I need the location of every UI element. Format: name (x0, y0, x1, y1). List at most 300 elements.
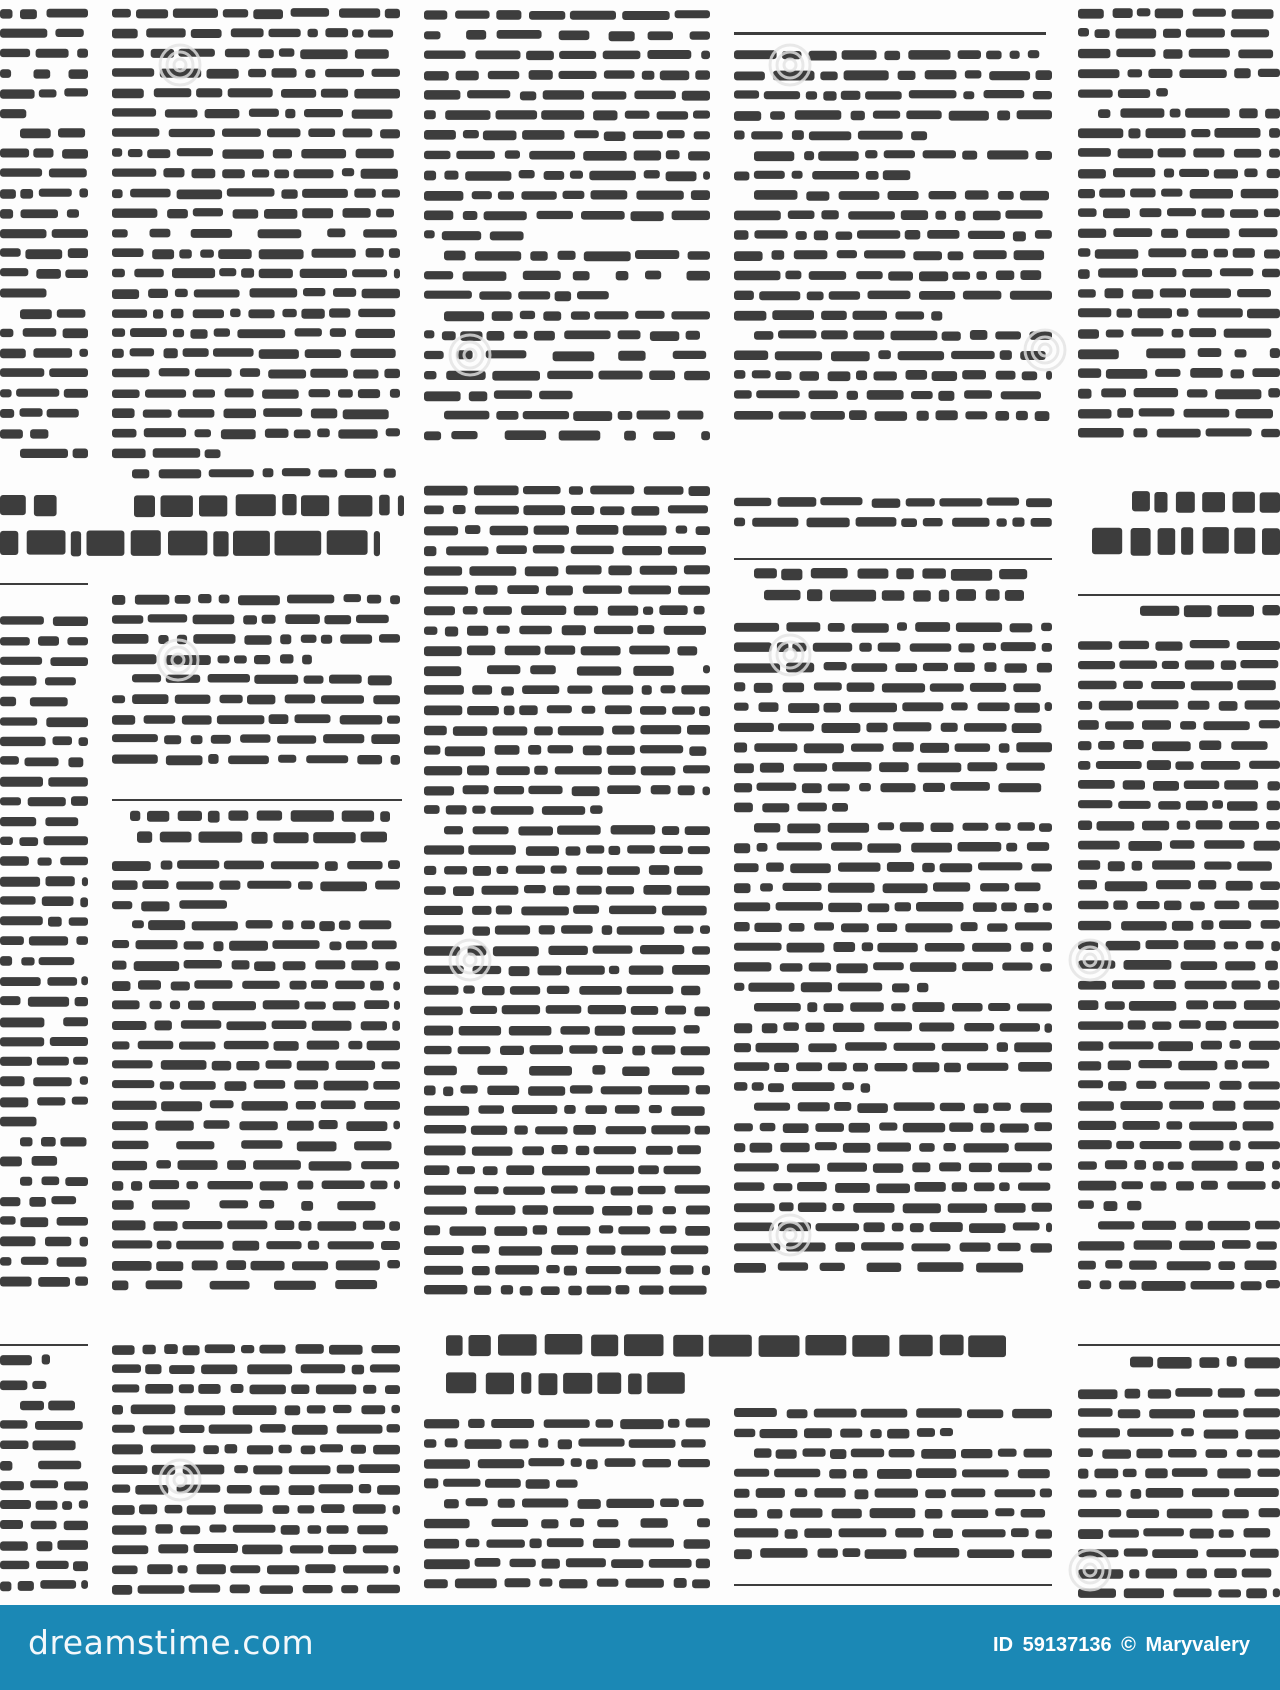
text-smudge (1225, 1060, 1238, 1069)
text-smudge (543, 90, 584, 99)
text-smudge (143, 1345, 156, 1355)
text-smudge (987, 150, 1028, 159)
text-smudge (112, 189, 123, 198)
text-smudge (112, 328, 125, 337)
text-smudge (1245, 1357, 1280, 1368)
text-smudge (829, 1469, 846, 1478)
text-smudge (112, 169, 156, 177)
text-smudge (569, 1045, 597, 1054)
text-smudge (1024, 1449, 1053, 1458)
text-smudge (780, 963, 803, 971)
text-smudge (996, 371, 1016, 380)
text-smudge (321, 695, 364, 704)
text-smudge (1265, 961, 1278, 971)
text-smudge (31, 1521, 57, 1530)
text-smudge (393, 1565, 400, 1574)
text-smudge (570, 11, 616, 20)
text-smudge (324, 1081, 369, 1091)
text-smudge (466, 30, 486, 40)
text-smudge (1078, 681, 1117, 689)
text-smudge (851, 111, 865, 121)
text-smudge (734, 311, 766, 321)
text-smudge (699, 706, 710, 716)
text-smudge (303, 1585, 333, 1593)
text-smudge (487, 1086, 519, 1095)
text-smudge (964, 1023, 994, 1031)
text-smudge (1078, 1161, 1097, 1169)
text-smudge (922, 568, 946, 578)
text-smudge (345, 469, 376, 478)
text-smudge (988, 1003, 1010, 1011)
text-smudge (1098, 741, 1115, 750)
text-smudge (20, 129, 51, 139)
text-smudge (460, 1085, 477, 1093)
text-smudge (227, 1160, 246, 1170)
text-smudge (842, 50, 877, 60)
text-smudge (336, 1061, 376, 1070)
text-smudge (283, 961, 306, 970)
text-smudge (463, 785, 489, 794)
text-smudge (911, 843, 952, 853)
text-smudge (267, 129, 301, 138)
text-smudge (507, 585, 539, 594)
text-smudge (132, 469, 149, 478)
text-smudge (80, 897, 88, 907)
text-smudge (166, 755, 203, 765)
text-smudge (23, 328, 57, 337)
text-smudge (954, 663, 975, 672)
text-smudge (337, 1465, 354, 1474)
text-smudge (1219, 701, 1238, 711)
text-smudge (1167, 208, 1196, 216)
text-smudge (1028, 50, 1040, 58)
text-smudge (695, 70, 710, 79)
text-smudge (1190, 902, 1205, 911)
text-smudge (359, 920, 392, 929)
text-smudge (920, 743, 949, 753)
text-smudge (424, 1419, 459, 1428)
text-smudge (509, 966, 530, 976)
text-smudge (777, 842, 822, 850)
text-smudge (691, 190, 710, 200)
text-smudge (1225, 961, 1255, 970)
text-smudge (1204, 1430, 1239, 1439)
text-smudge (807, 1002, 817, 1012)
text-smudge (701, 51, 710, 60)
text-smudge (970, 683, 1006, 692)
text-smudge (939, 1162, 961, 1171)
text-smudge (584, 251, 631, 261)
text-smudge (194, 1544, 238, 1553)
text-smudge (169, 1365, 195, 1374)
text-smudge (361, 169, 398, 179)
text-smudge (734, 1143, 745, 1152)
text-smudge (260, 1585, 293, 1594)
text-smudge (184, 960, 222, 969)
text-smudge (642, 1459, 671, 1467)
text-smudge (1100, 1280, 1112, 1289)
text-smudge (898, 351, 945, 360)
text-smudge (951, 1489, 985, 1498)
text-smudge (995, 331, 1021, 339)
text-smudge (444, 251, 466, 261)
text-smudge (112, 309, 147, 318)
text-smudge (1117, 408, 1133, 418)
text-smudge (112, 1121, 148, 1130)
text-smudge (298, 1505, 315, 1513)
text-smudge (909, 90, 957, 98)
text-smudge (573, 905, 599, 914)
text-smudge (1017, 1003, 1052, 1011)
text-smudge (1175, 1388, 1212, 1397)
text-smudge (47, 9, 89, 18)
text-smudge (260, 1485, 280, 1495)
text-smudge (1015, 922, 1052, 930)
text-smudge (505, 150, 520, 158)
text-smudge (212, 1061, 232, 1071)
text-smudge (778, 497, 817, 507)
text-smudge (952, 1003, 983, 1012)
text-smudge (259, 269, 293, 278)
text-smudge (514, 1126, 527, 1135)
text-smudge (843, 1143, 871, 1153)
text-smudge (306, 755, 348, 763)
text-smudge (510, 1559, 536, 1567)
text-smudge (933, 882, 970, 891)
text-smudge (566, 565, 602, 574)
text-smudge (563, 1373, 592, 1394)
text-smudge (1138, 1060, 1172, 1068)
text-smudge (762, 803, 789, 812)
text-smudge (852, 1335, 889, 1357)
text-smudge (961, 922, 978, 931)
text-smudge (752, 370, 771, 378)
text-smudge (697, 1518, 710, 1527)
text-smudge (336, 1260, 380, 1270)
text-smudge (754, 331, 773, 340)
text-smudge (520, 1286, 533, 1295)
text-smudge (903, 1203, 941, 1213)
text-smudge (615, 1105, 640, 1114)
text-smudge (1136, 1081, 1156, 1089)
text-smudge (363, 1221, 385, 1230)
text-smudge (864, 1222, 885, 1232)
text-smudge (359, 1464, 400, 1473)
text-smudge (1045, 702, 1052, 711)
text-smudge (1105, 288, 1124, 298)
text-smudge (0, 1216, 16, 1224)
text-smudge (635, 250, 679, 259)
text-smudge (191, 29, 222, 38)
text-smudge (358, 389, 380, 398)
text-smudge (204, 1120, 230, 1128)
text-smudge (1227, 1356, 1237, 1367)
text-smudge (734, 518, 745, 527)
text-smudge (224, 1041, 269, 1049)
text-smudge (475, 251, 521, 260)
text-smudge (225, 49, 250, 58)
text-smudge (467, 765, 489, 775)
text-smudge (938, 391, 954, 401)
text-smudge (647, 50, 691, 59)
text-smudge (734, 1082, 747, 1091)
text-smudge (607, 785, 641, 794)
text-smudge (887, 1429, 909, 1439)
text-smudge (1234, 1488, 1279, 1497)
text-smudge (969, 1223, 1006, 1233)
text-smudge (1098, 268, 1138, 277)
text-smudge (175, 595, 191, 604)
text-smudge (63, 328, 88, 338)
text-smudge (424, 866, 436, 875)
text-smudge (958, 50, 981, 59)
text-smudge (494, 1226, 527, 1236)
text-smudge (492, 311, 513, 321)
text-smudge (1124, 1588, 1164, 1598)
text-smudge (1078, 229, 1106, 238)
text-smudge (198, 594, 211, 603)
text-smudge (734, 111, 761, 121)
text-smudge (748, 983, 794, 992)
text-smudge (1186, 29, 1225, 38)
text-smudge (849, 703, 897, 713)
text-smudge (175, 695, 211, 704)
text-smudge (343, 409, 389, 419)
text-smudge (343, 129, 373, 138)
text-smudge (1203, 1409, 1239, 1417)
text-smudge (112, 1545, 148, 1554)
text-smudge (424, 886, 446, 895)
text-smudge (530, 1045, 563, 1054)
text-smudge (384, 469, 396, 478)
text-smudge (734, 1408, 777, 1417)
text-smudge (828, 783, 850, 791)
text-smudge (197, 1564, 226, 1574)
text-smudge (1201, 920, 1213, 930)
text-smudge (333, 1405, 352, 1413)
text-smudge (463, 986, 475, 994)
text-smudge (282, 494, 296, 515)
text-smudge (292, 1425, 328, 1435)
text-smudge (172, 268, 215, 278)
text-smudge (616, 1285, 630, 1294)
text-smudge (980, 883, 1009, 891)
text-smudge (160, 1081, 174, 1090)
text-smudge (248, 309, 274, 318)
text-smudge (649, 1559, 692, 1568)
text-smudge (46, 717, 88, 727)
text-smudge (694, 1007, 710, 1017)
text-smudge (1177, 308, 1189, 316)
text-smudge (222, 129, 261, 137)
text-smudge (853, 1063, 868, 1072)
text-smudge (1152, 1022, 1171, 1030)
text-smudge (263, 1000, 300, 1009)
text-smudge (586, 1459, 598, 1469)
text-smudge (153, 309, 163, 318)
text-smudge (130, 811, 140, 821)
text-smudge (0, 368, 44, 377)
text-smudge (112, 1060, 153, 1068)
text-smudge (858, 131, 903, 140)
text-smudge (973, 250, 1007, 259)
text-smudge (949, 1123, 973, 1132)
text-smudge (241, 1140, 282, 1149)
text-smudge (562, 625, 586, 635)
text-smudge (1221, 660, 1236, 670)
text-smudge (542, 1166, 590, 1176)
text-smudge (152, 1200, 190, 1209)
text-smudge (866, 723, 887, 732)
text-smudge (356, 149, 394, 158)
watermark-stamp (1070, 940, 1110, 980)
text-smudge (0, 1561, 29, 1569)
text-smudge (973, 902, 997, 912)
text-smudge (424, 1165, 450, 1175)
text-smudge (424, 371, 437, 379)
text-smudge (593, 946, 633, 954)
text-smudge (1156, 880, 1191, 889)
text-smudge (622, 11, 670, 20)
text-smudge (687, 725, 710, 735)
text-smudge (629, 966, 664, 975)
text-smudge (632, 1026, 675, 1035)
text-smudge (643, 607, 653, 615)
text-smudge (734, 922, 750, 931)
text-smudge (522, 1146, 544, 1155)
text-smudge (1119, 661, 1157, 669)
text-smudge (1226, 881, 1253, 891)
text-smudge (161, 1101, 202, 1111)
text-smudge (1269, 149, 1280, 158)
text-smudge (626, 1266, 661, 1274)
text-smudge (62, 149, 88, 159)
text-smudge (1265, 109, 1280, 119)
text-smudge (1037, 663, 1052, 673)
text-smudge (42, 1177, 60, 1186)
text-smudge (664, 1166, 701, 1175)
watermark-stamp (160, 45, 200, 85)
text-smudge (112, 229, 128, 237)
text-smudge (348, 1041, 362, 1050)
text-smudge (1188, 701, 1210, 710)
text-smudge (797, 1182, 827, 1191)
text-smudge (1249, 761, 1280, 769)
text-smudge (1116, 1141, 1134, 1149)
text-smudge (1000, 1023, 1040, 1032)
text-smudge (1222, 1509, 1249, 1518)
text-smudge (495, 1265, 539, 1275)
text-smudge (505, 646, 541, 656)
text-smudge (209, 1525, 226, 1533)
text-smudge (974, 1183, 995, 1192)
text-smudge (522, 1499, 568, 1508)
text-smudge (625, 1579, 664, 1588)
text-smudge (64, 88, 88, 96)
text-smudge (1248, 1081, 1280, 1089)
text-smudge (487, 665, 520, 674)
text-smudge (424, 351, 444, 359)
text-smudge (1140, 1141, 1182, 1149)
text-smudge (424, 805, 440, 814)
text-smudge (683, 765, 710, 773)
image-credit (989, 1634, 1250, 1657)
text-smudge (604, 132, 626, 142)
text-smudge (222, 169, 245, 178)
text-smudge (424, 606, 455, 615)
text-smudge (1105, 721, 1134, 730)
text-smudge (671, 1106, 704, 1116)
text-smudge (545, 646, 576, 655)
text-smudge (0, 896, 36, 904)
text-smudge (829, 291, 860, 300)
text-smudge (622, 546, 662, 555)
text-smudge (0, 1076, 25, 1086)
text-smudge (275, 531, 322, 556)
text-smudge (1005, 663, 1027, 672)
text-smudge (942, 332, 961, 341)
text-smudge (1040, 1489, 1052, 1498)
text-smudge (39, 957, 75, 965)
text-smudge (861, 1409, 908, 1418)
text-smudge (999, 743, 1010, 753)
text-smudge (910, 643, 952, 651)
text-smudge (834, 1102, 851, 1111)
text-smudge (629, 646, 670, 655)
text-smudge (812, 171, 859, 180)
text-smudge (1266, 1280, 1280, 1288)
text-smudge (207, 1181, 253, 1189)
text-smudge (809, 963, 831, 972)
text-smudge (482, 986, 505, 995)
text-smudge (602, 925, 613, 935)
text-smudge (33, 348, 72, 357)
text-smudge (1250, 1549, 1279, 1558)
text-smudge (526, 1479, 550, 1489)
text-smudge (1021, 1509, 1046, 1518)
text-smudge (814, 682, 842, 690)
text-smudge (470, 1006, 497, 1014)
text-smudge (941, 723, 958, 732)
text-smudge (469, 391, 488, 401)
text-smudge (847, 683, 875, 692)
text-smudge (60, 1137, 86, 1146)
text-smudge (364, 1101, 400, 1110)
text-smudge (1158, 1041, 1193, 1051)
text-smudge (1116, 49, 1155, 57)
text-smudge (606, 1499, 654, 1508)
text-smudge (964, 1143, 1009, 1152)
text-smudge (901, 518, 917, 527)
text-smudge (1078, 1261, 1096, 1270)
text-smudge (509, 1026, 552, 1036)
text-smudge (304, 676, 324, 684)
text-smudge (112, 1240, 152, 1248)
text-smudge (952, 272, 970, 280)
text-smudge (25, 249, 62, 259)
text-smudge (1273, 1588, 1280, 1597)
text-smudge (875, 411, 908, 421)
text-smudge (69, 917, 88, 925)
text-smudge (852, 623, 889, 633)
text-smudge (1199, 1357, 1219, 1368)
text-smudge (895, 311, 924, 319)
text-smudge (893, 742, 914, 752)
text-smudge (112, 1384, 139, 1392)
text-smudge (47, 409, 79, 418)
text-smudge (660, 1226, 677, 1234)
text-smudge (514, 331, 528, 339)
